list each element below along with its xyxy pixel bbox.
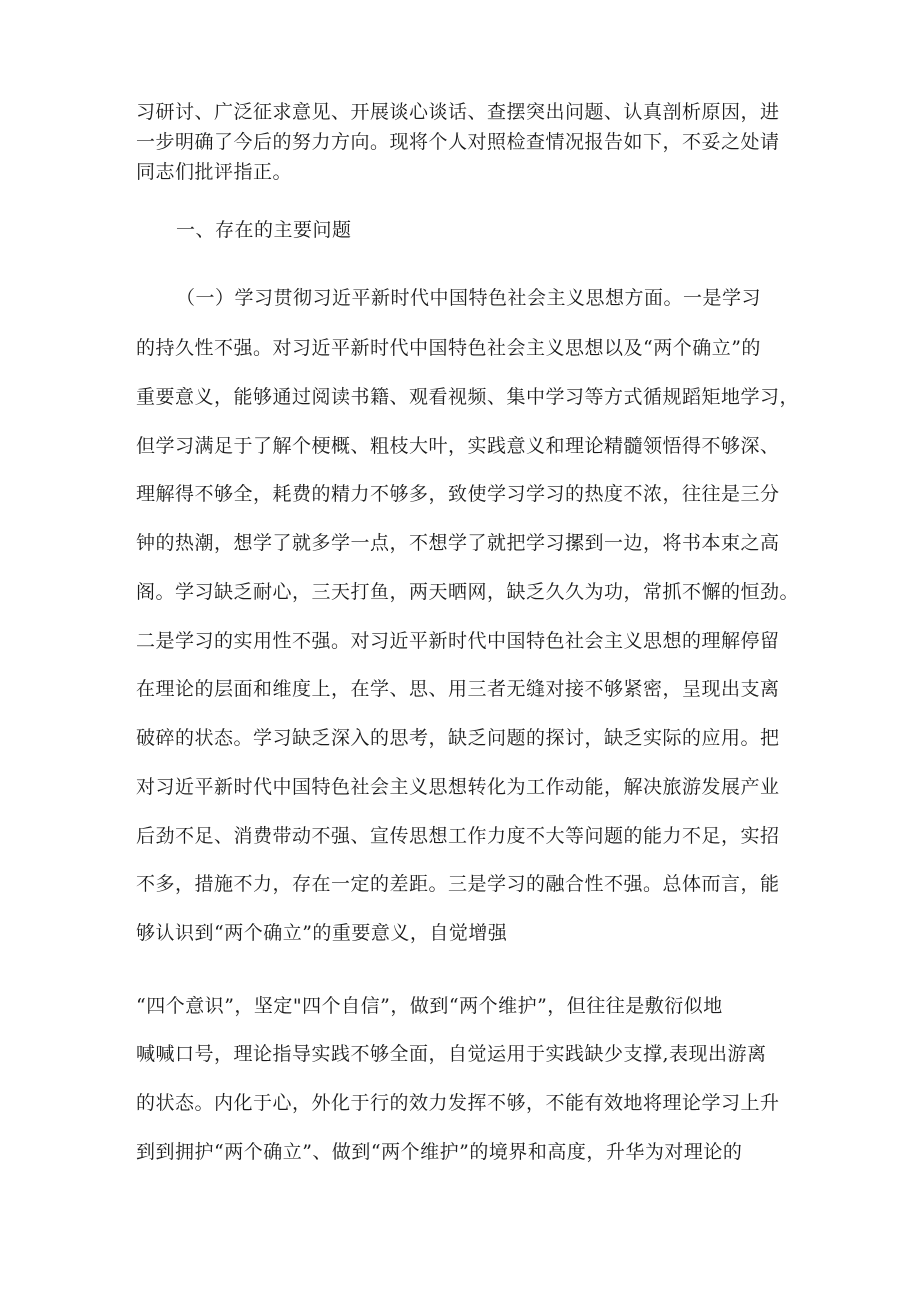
- para1-line: 后劲不足、消费带动不强、宣传思想工作力度不大等问题的能力不足，实招: [136, 825, 780, 847]
- para1-line: 但学习满足于了解个梗概、粗枝大叶，实践意义和理论精髓领悟得不够深、: [136, 435, 780, 457]
- para2-line: 到到拥护“两个确立”、做到“两个维护”的境界和高度，升华为对理论的: [136, 1141, 743, 1163]
- para1-line: 在理论的层面和维度上，在学、思、用三者无缝对接不够紧密，呈现出支离: [136, 678, 780, 700]
- para2-line: 喊喊口号，理论指导实践不够全面，自觉运用于实践缺少支撑,表现出游离: [136, 1043, 767, 1065]
- intro-line: 一步明确了今后的努力方向。现将个人对照检查情况报告如下，不妥之处请: [136, 131, 780, 153]
- para1-line: 的持久性不强。对习近平新时代中国特色社会主义思想以及“两个确立”的: [136, 337, 761, 359]
- para1-line: 不多，措施不力，存在一定的差距。三是学习的融合性不强。总体而言，能: [136, 873, 780, 895]
- para1-line: 破碎的状态。学习缺乏深入的思考，缺乏问题的探讨，缺乏实际的应用。把: [136, 727, 780, 749]
- para1-line: 理解得不够全，耗费的精力不够多，致使学习学习的热度不浓，往往是三分: [136, 483, 780, 505]
- para1-line: （一）学习贯彻习近平新时代中国特色社会主义思想方面。一是学习: [176, 287, 762, 309]
- section-heading: 一、存在的主要问题: [176, 219, 352, 241]
- para1-line: 阁。学习缺乏耐心，三天打鱼，两天晒网，缺乏久久为功，常抓不懈的恒劲。: [136, 581, 800, 603]
- intro-line: 习研讨、广泛征求意见、开展谈心谈话、查摆突出问题、认真剖析原因，进: [136, 101, 780, 123]
- para2-line: “四个意识”，坚定"四个自信”，做到“两个维护”，但往往是敷衍似地: [136, 995, 723, 1017]
- para1-line: 钟的热潮，想学了就多学一点，不想学了就把学习摞到一边，将书本束之高: [136, 532, 780, 554]
- para1-line: 重要意义，能够通过阅读书籍、观看视频、集中学习等方式循规蹈矩地学习，: [136, 386, 800, 408]
- para1-line: 够认识到“两个确立”的重要意义，自觉增强: [136, 922, 508, 944]
- para1-line: 对习近平新时代中国特色社会主义思想转化为工作动能，解决旅游发展产业: [136, 776, 780, 798]
- intro-line: 同志们批评指正。: [136, 161, 293, 183]
- para2-line: 的状态。内化于心，外化于行的效力发挥不够，不能有效地将理论学习上升: [136, 1092, 780, 1114]
- para1-line: 二是学习的实用性不强。对习近平新时代中国特色社会主义思想的理解停留: [136, 630, 780, 652]
